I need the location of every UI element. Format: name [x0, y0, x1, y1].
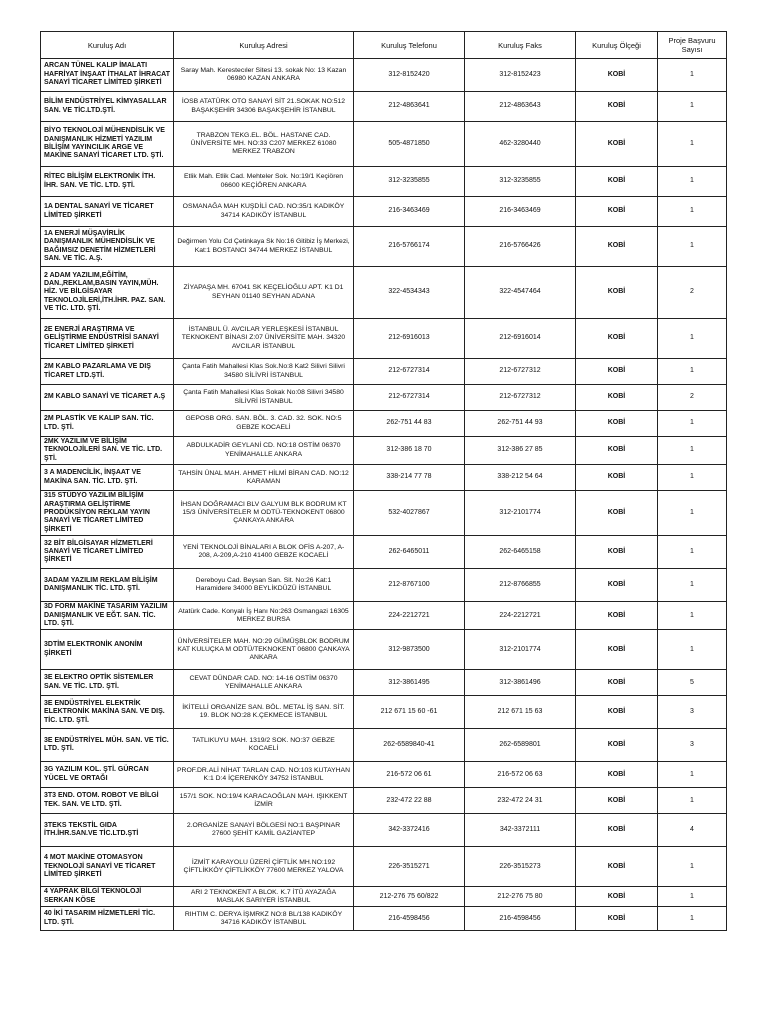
cell-fax: 262-6589801: [465, 729, 576, 762]
table-row: [41, 227, 727, 267]
cell-address: Etlik Mah. Etlik Cad. Mehteler Sok. No:19/1 Keçiören 06600 KEÇİÖREN ANKARA: [174, 167, 354, 197]
cell-address: Değirmen Yolu Cd Çetinkaya Sk No:16 Gitibiz İş Merkezi, Kat:1 BOSTANCI 34744 MERKEZ İSTANBUL: [174, 227, 354, 267]
cell-phone: 322-4534343: [354, 267, 465, 319]
cell-count: 1: [658, 788, 727, 814]
cell-name: 315 STÜDYO YAZILIM BİLİŞİM ARAŞTIRMA GELİŞTİRME PRODÜKSİYON REKLAM YAYIN SANAYİ VE TİCARET LİMİTED ŞİRKETİ: [41, 491, 174, 536]
cell-address: GEPOSB ORG. SAN. BÖL. 3. CAD. 32. SOK. NO:5 GEBZE KOCAELİ: [174, 411, 354, 437]
cell-name: 2M KABLO SANAYİ VE TİCARET A.Ş: [41, 385, 174, 411]
cell-count: 3: [658, 696, 727, 729]
cell-address: İHSAN DOĞRAMACI BLV GALYUM BLK BODRUM KT 15/3 ÜNİVERSİTELER M ODTÜ-TEKNOKENT 06800 ÇANKAYA ANKARA: [174, 491, 354, 536]
cell-phone: 312-3235855: [354, 167, 465, 197]
cell-phone: 532-4027867: [354, 491, 465, 536]
cell-scale: KOBİ: [576, 729, 658, 762]
table-row: [41, 670, 727, 696]
cell-count: 1: [658, 536, 727, 569]
cell-fax: 216-572 06 63: [465, 762, 576, 788]
cell-fax: 212 671 15 63: [465, 696, 576, 729]
cell-count: 1: [658, 122, 727, 167]
cell-name: 1A ENERJİ MÜŞAVİRLİK DANIŞMANLIK MÜHENDİSLİK VE BAĞIMSIZ DENETİM HİZMETLERİ SAN. VE TİC. A.Ş.: [41, 227, 174, 267]
cell-name: 3E ELEKTRO OPTİK SİSTEMLER SAN. VE TİC. LTD. ŞTİ.: [41, 670, 174, 696]
cell-scale: KOBİ: [576, 491, 658, 536]
organization-table: [40, 31, 727, 931]
table-row: [41, 92, 727, 122]
cell-name: 3E ENDÜSTRİYEL MÜH. SAN. VE TİC. LTD. ŞTİ.: [41, 729, 174, 762]
cell-name: RİTEC BİLİŞİM ELEKTRONİK İTH. İHR. SAN. VE TİC. LTD. ŞTİ.: [41, 167, 174, 197]
cell-phone: 212-276 75 60/822: [354, 887, 465, 907]
cell-scale: KOBİ: [576, 122, 658, 167]
cell-fax: 212-8766855: [465, 569, 576, 602]
table-header-row: [41, 32, 727, 59]
cell-fax: 322-4547464: [465, 267, 576, 319]
cell-fax: 216-5766426: [465, 227, 576, 267]
cell-count: 1: [658, 762, 727, 788]
cell-count: 1: [658, 411, 727, 437]
cell-phone: 216-4598456: [354, 907, 465, 931]
cell-address: 2.ORGANİZE SANAYİ BÖLGESİ NO:1 BAŞPINAR 27600 ŞEHİT KAMİL GAZİANTEP: [174, 814, 354, 847]
cell-count: 1: [658, 437, 727, 465]
table-row: [41, 814, 727, 847]
cell-scale: KOBİ: [576, 907, 658, 931]
cell-name: BİYO TEKNOLOJİ MÜHENDİSLİK VE DANIŞMANLIK HİZMETİ YAZILIM BİLİŞİM YAYINCILIK ARGE VE MAKİNE SANAYİ TİCARET LTD. ŞTİ.: [41, 122, 174, 167]
table-row: [41, 491, 727, 536]
cell-scale: KOBİ: [576, 59, 658, 92]
cell-name: 3D FORM MAKİNE TASARIM YAZILIM DANIŞMANLIK VE EĞT. SAN. TİC. LTD. ŞTİ.: [41, 602, 174, 630]
cell-phone: 505-4871850: [354, 122, 465, 167]
table-row: [41, 729, 727, 762]
cell-address: TRABZON TEKG.EL. BÖL. HASTANE CAD. ÜNİVERSİTE MH. NO:33 C207 MERKEZ 61080 MERKEZ TRABZON: [174, 122, 354, 167]
cell-address: OSMANAĞA MAH KUŞDİLİ CAD. NO:35/1 KADIKÖY 34714 KADIKÖY İSTANBUL: [174, 197, 354, 227]
cell-scale: KOBİ: [576, 630, 658, 670]
cell-count: 3: [658, 729, 727, 762]
cell-address: İZMİT KARAYOLU ÜZERİ ÇİFTLİK MH.NO:192 ÇİFTLİKKÖY ÇİFTLİKKÖY 77600 MERKEZ YALOVA: [174, 847, 354, 887]
cell-count: 1: [658, 197, 727, 227]
cell-count: 1: [658, 359, 727, 385]
cell-scale: KOBİ: [576, 696, 658, 729]
cell-count: 1: [658, 847, 727, 887]
cell-name: 2M KABLO PAZARLAMA VE DIŞ TİCARET LTD.ŞTİ.: [41, 359, 174, 385]
cell-fax: 262-6465158: [465, 536, 576, 569]
cell-name: 3E ENDÜSTRİYEL ELEKTRİK ELEKTRONİK MAKİNA SAN. VE DIŞ. TİC. LTD. ŞTİ.: [41, 696, 174, 729]
cell-phone: 342-3372416: [354, 814, 465, 847]
cell-fax: 216-3463469: [465, 197, 576, 227]
cell-scale: KOBİ: [576, 465, 658, 491]
cell-count: 1: [658, 92, 727, 122]
cell-address: YENİ TEKNOLOJİ BİNALARI A BLOK OFİS A-207, A-208, A-209,A-210 41400 GEBZE KOCAELİ: [174, 536, 354, 569]
cell-fax: 226-3515273: [465, 847, 576, 887]
table-row: [41, 536, 727, 569]
table-row: [41, 122, 727, 167]
table-body: [41, 59, 727, 931]
cell-fax: 312-8152423: [465, 59, 576, 92]
table-row: [41, 696, 727, 729]
cell-count: 1: [658, 227, 727, 267]
cell-phone: 232-472 22 88: [354, 788, 465, 814]
cell-phone: 338-214 77 78: [354, 465, 465, 491]
table-row: [41, 847, 727, 887]
cell-phone: 212-6916013: [354, 319, 465, 359]
cell-count: 1: [658, 602, 727, 630]
table-row: [41, 788, 727, 814]
cell-count: 5: [658, 670, 727, 696]
cell-scale: KOBİ: [576, 319, 658, 359]
cell-count: 1: [658, 167, 727, 197]
cell-count: 4: [658, 814, 727, 847]
table-row: [41, 887, 727, 907]
table-row: [41, 762, 727, 788]
cell-scale: KOBİ: [576, 536, 658, 569]
cell-count: 1: [658, 465, 727, 491]
cell-fax: 342-3372111: [465, 814, 576, 847]
header-fax: Kuruluş Faks: [465, 32, 576, 59]
cell-scale: KOBİ: [576, 847, 658, 887]
cell-count: 1: [658, 319, 727, 359]
cell-phone: 312-8152420: [354, 59, 465, 92]
cell-address: 157/1 SOK. NO:19/4 KARACAOĞLAN MAH. IŞIKKENT İZMİR: [174, 788, 354, 814]
cell-fax: 212-4863643: [465, 92, 576, 122]
cell-phone: 224-2212721: [354, 602, 465, 630]
cell-scale: KOBİ: [576, 569, 658, 602]
cell-phone: 312-3861495: [354, 670, 465, 696]
cell-address: İKİTELLİ ORGANİZE SAN. BÖL. METAL İŞ SAN. SİT. 19. BLOK NO:28 K.ÇEKMECE İSTANBUL: [174, 696, 354, 729]
cell-scale: KOBİ: [576, 197, 658, 227]
cell-scale: KOBİ: [576, 670, 658, 696]
table-row: [41, 602, 727, 630]
cell-name: 2 ADAM YAZILIM,EĞİTİM, DAN.,REKLAM,BASIN YAYIN,MÜH. HİZ. VE BİLGİSAYAR TEKNOLOJİLERİ,İTH.İHR. PAZ. SAN. VE TİC. LTD. ŞTİ.: [41, 267, 174, 319]
cell-address: ABDULKADİR GEYLANİ CD. NO:18 OSTİM 06370 YENİMAHALLE ANKARA: [174, 437, 354, 465]
cell-phone: 262-751 44 83: [354, 411, 465, 437]
cell-fax: 312-2101774: [465, 491, 576, 536]
header-scale: Kuruluş Ölçeği: [576, 32, 658, 59]
cell-fax: 312-2101774: [465, 630, 576, 670]
table-row: [41, 465, 727, 491]
cell-address: Çanta Fatih Mahallesi Klas Sok.No:8 Kat2 Silivri Silivri 34580 SİLİVRİ İSTANBUL: [174, 359, 354, 385]
cell-phone: 212 671 15 60 -61: [354, 696, 465, 729]
cell-fax: 212-276 75 80: [465, 887, 576, 907]
cell-scale: KOBİ: [576, 887, 658, 907]
cell-name: 3ADAM YAZILIM REKLAM BİLİŞİM DANIŞMANLIK TİC. LTD. ŞTİ.: [41, 569, 174, 602]
cell-address: ARI 2 TEKNOKENT A BLOK. K.7 İTÜ AYAZAĞA MASLAK SARIYER İSTANBUL: [174, 887, 354, 907]
header-name: Kuruluş Adı: [41, 32, 174, 59]
cell-fax: 212-6727312: [465, 385, 576, 411]
cell-address: ZİYAPAŞA MH. 67041 SK KEÇELİOĞLU APT. K1 D1 SEYHAN 01140 SEYHAN ADANA: [174, 267, 354, 319]
cell-phone: 216-572 06 61: [354, 762, 465, 788]
cell-name: 3TEKS TEKSTİL GIDA İTH.İHR.SAN.VE TİC.LTD.ŞTİ: [41, 814, 174, 847]
cell-name: 3DTİM ELEKTRONİK ANONİM ŞİRKETİ: [41, 630, 174, 670]
cell-fax: 462-3280440: [465, 122, 576, 167]
cell-name: 3 A MADENCİLİK, İNŞAAT VE MAKİNA SAN. TİC. LTD. ŞTİ.: [41, 465, 174, 491]
cell-fax: 224-2212721: [465, 602, 576, 630]
table-row: [41, 359, 727, 385]
table-row: [41, 197, 727, 227]
cell-scale: KOBİ: [576, 167, 658, 197]
table-row: [41, 319, 727, 359]
cell-name: 32 BİT BİLGİSAYAR HİZMETLERİ SANAYİ VE TİCARET LİMİTED ŞİRKETİ: [41, 536, 174, 569]
cell-address: ÜNİVERSİTELER MAH. NO:29 GÜMÜŞBLOK BODRUM KAT KULUÇKA M ODTÜ/TEKNOKENT 06800 ÇANKAYA ANKARA: [174, 630, 354, 670]
cell-fax: 216-4598456: [465, 907, 576, 931]
table-row: [41, 167, 727, 197]
cell-fax: 212-6916014: [465, 319, 576, 359]
cell-phone: 216-5766174: [354, 227, 465, 267]
cell-fax: 232-472 24 31: [465, 788, 576, 814]
header-phone: Kuruluş Telefonu: [354, 32, 465, 59]
cell-count: 1: [658, 491, 727, 536]
cell-fax: 312-3861496: [465, 670, 576, 696]
cell-scale: KOBİ: [576, 359, 658, 385]
cell-scale: KOBİ: [576, 411, 658, 437]
cell-phone: 312-386 18 70: [354, 437, 465, 465]
cell-address: TATLIKUYU MAH. 1319/2 SOK. NO:37 GEBZE KOCAELİ: [174, 729, 354, 762]
cell-scale: KOBİ: [576, 267, 658, 319]
cell-name: 4 MOT MAKİNE OTOMASYON TEKNOLOJİ SANAYİ VE TİCARET LİMİTED ŞİRKETİ: [41, 847, 174, 887]
cell-name: ARCAN TÜNEL KALIP İMALATI HAFRİYAT İNŞAAT İTHALAT İHRACAT SANAYİ TİCARET LİMİTED ŞİRKETİ: [41, 59, 174, 92]
table-row: [41, 267, 727, 319]
cell-count: 2: [658, 267, 727, 319]
cell-scale: KOBİ: [576, 437, 658, 465]
cell-name: 40 İKİ TASARIM HİZMETLERİ TİC. LTD. ŞTİ.: [41, 907, 174, 931]
header-address: Kuruluş Adresi: [174, 32, 354, 59]
cell-name: 2E ENERJİ ARAŞTIRMA VE GELİŞTİRME ENDÜSTRİSİ SANAYİ TİCARET LİMİTED ŞİRKETİ: [41, 319, 174, 359]
cell-address: CEVAT DÜNDAR CAD. NO: 14-16 OSTİM 06370 YENİMAHALLE ANKARA: [174, 670, 354, 696]
cell-phone: 212-8767100: [354, 569, 465, 602]
cell-address: RIHTIM C. DERYA İŞMRKZ NO:8 BL/138 KADIKÖY 34716 KADIKÖY İSTANBUL: [174, 907, 354, 931]
cell-phone: 262-6465011: [354, 536, 465, 569]
table-row: [41, 437, 727, 465]
cell-address: TAHSİN ÜNAL MAH. AHMET HİLMİ BİRAN CAD. NO:12 KARAMAN: [174, 465, 354, 491]
cell-address: İOSB ATATÜRK OTO SANAYİ SİT 21.SOKAK NO:512 BAŞAKŞEHİR 34306 BAŞAKŞEHİR İSTANBUL: [174, 92, 354, 122]
cell-name: 3G YAZILIM KOL. ŞTİ. GÜRCAN YÜCEL VE ORTAĞI: [41, 762, 174, 788]
cell-fax: 338-212 54 64: [465, 465, 576, 491]
cell-count: 1: [658, 887, 727, 907]
cell-phone: 212-6727314: [354, 359, 465, 385]
cell-phone: 262-6589840-41: [354, 729, 465, 762]
table-row: [41, 385, 727, 411]
cell-count: 1: [658, 59, 727, 92]
table-row: [41, 59, 727, 92]
cell-count: 1: [658, 630, 727, 670]
cell-phone: 312-9873500: [354, 630, 465, 670]
cell-scale: KOBİ: [576, 762, 658, 788]
cell-fax: 212-6727312: [465, 359, 576, 385]
cell-count: 2: [658, 385, 727, 411]
table-row: [41, 569, 727, 602]
cell-scale: KOBİ: [576, 385, 658, 411]
cell-fax: 312-386 27 85: [465, 437, 576, 465]
cell-scale: KOBİ: [576, 602, 658, 630]
table-row: [41, 630, 727, 670]
cell-scale: KOBİ: [576, 92, 658, 122]
cell-scale: KOBİ: [576, 788, 658, 814]
cell-address: İSTANBUL Ü. AVCILAR YERLEŞKESİ İSTANBUL TEKNOKENT BİNASI Z:07 ÜNİVERSİTE MAH. 34320 AVCILAR İSTANBUL: [174, 319, 354, 359]
cell-fax: 312-3235855: [465, 167, 576, 197]
cell-fax: 262-751 44 93: [465, 411, 576, 437]
cell-name: BİLİM ENDÜSTRİYEL KİMYASALLAR SAN. VE TİC.LTD.ŞTİ.: [41, 92, 174, 122]
table-row: [41, 411, 727, 437]
cell-name: 1A DENTAL SANAYİ VE TİCARET LİMİTED ŞİRKETİ: [41, 197, 174, 227]
cell-address: Atatürk Cade. Konyalı İş Hanı No:263 Osmangazi 16305 MERKEZ BURSA: [174, 602, 354, 630]
header-count: Proje Başvuru Sayısı: [658, 32, 727, 59]
cell-phone: 212-6727314: [354, 385, 465, 411]
cell-name: 2MK YAZILIM VE BİLİŞİM TEKNOLOJİLERİ SAN. VE TİC. LTD. ŞTİ.: [41, 437, 174, 465]
cell-count: 1: [658, 907, 727, 931]
cell-phone: 212-4863641: [354, 92, 465, 122]
cell-name: 4 YAPRAK BİLGİ TEKNOLOJİ SERKAN KÖSE: [41, 887, 174, 907]
cell-count: 1: [658, 569, 727, 602]
cell-phone: 226-3515271: [354, 847, 465, 887]
cell-name: 3T3 END. OTOM. ROBOT VE BİLGİ TEK. SAN. VE LTD. ŞTİ.: [41, 788, 174, 814]
cell-address: Dereboyu Cad. Beysan San. Sit. No:26 Kat:1 Haramidere 34000 BEYLİKDÜZÜ İSTANBUL: [174, 569, 354, 602]
cell-scale: KOBİ: [576, 227, 658, 267]
cell-scale: KOBİ: [576, 814, 658, 847]
cell-address: Çanta Fatih Mahallesi Klas Sokak No:08 Silivri 34580 SİLİVRİ İSTANBUL: [174, 385, 354, 411]
cell-phone: 216-3463469: [354, 197, 465, 227]
table-row: [41, 907, 727, 931]
cell-address: Saray Mah. Kerestecıler Sitesi 13. sokak No: 13 Kazan 06980 KAZAN ANKARA: [174, 59, 354, 92]
cell-address: PROF.DR.ALİ NİHAT TARLAN CAD. NO:103 KUTAYHAN K:1 D:4 İÇERENKÖY 34752 İSTANBUL: [174, 762, 354, 788]
cell-name: 2M PLASTİK VE KALIP SAN. TİC. LTD. ŞTİ.: [41, 411, 174, 437]
